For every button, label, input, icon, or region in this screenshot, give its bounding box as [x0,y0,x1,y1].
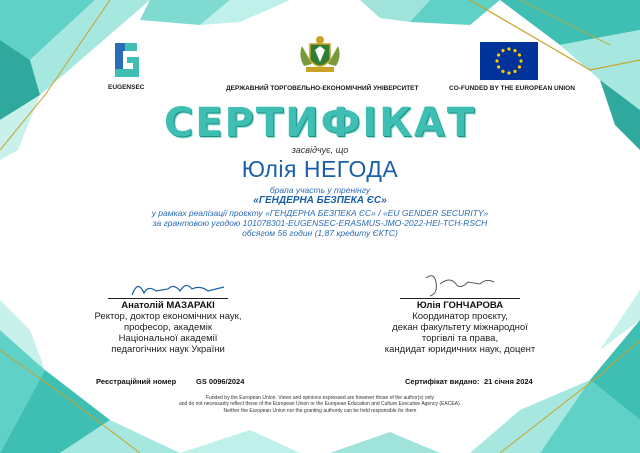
right-signer-role-4: кандидат юридичних наук, доцент [384,344,536,355]
disclaimer-line-3: Neither the European Union nor the granting authority can be held responsible for them [223,407,417,414]
left-signature-icon [128,277,228,299]
eugensec-label: EUGENSEC [108,84,145,91]
project-line: у рамках реалізації проєкту «ГЕНДЕРНА БЕЗПЕКА ЄС» / «EU GENDER SECURITY» [151,208,489,218]
eu-flag-icon [480,42,538,80]
left-signer-role-3: Національної академії [118,333,218,344]
right-signer-name: Юлія ГОНЧАРОВА [416,300,504,311]
eu-cofunded-label: CO-FUNDED BY THE EUROPEAN UNION [449,85,575,92]
left-signer-role-1: Ректор, доктор економічних наук, [94,311,242,322]
took-part-text: брала участь у тренінгу [269,185,371,195]
registration-label: Реєстраційний номер [96,377,177,386]
right-signature-icon [420,270,500,300]
registration-number: GS 0096/2024 [196,377,245,386]
volume-line: обсягом 56 годин (1,87 кредиту ЄКТС) [242,228,398,238]
left-signature-block [68,298,268,355]
right-signature-line [400,298,520,299]
university-label: ДЕРЖАВНИЙ ТОРГОВЕЛЬНО-ЕКОНОМІЧНИЙ УНІВЕРСИТЕТ [226,85,419,92]
issued-label: Сертифікат видано: [405,377,480,386]
disclaimer-line-2: and do not necessarily reflect those of the European Union or the European Education and Culture Executive Agency (EACEA). [178,401,462,408]
left-signer-role-2: професор, академік [123,322,213,333]
right-signer-role-2: декан факультету міжнародної [392,322,528,333]
university-crest-icon [298,34,342,76]
right-signer-role-3: торгівлі та права, [421,333,499,344]
disclaimer-line-1: Funded by the European Union. Views and opinions expressed are however those of the author(s) only [205,395,435,401]
certificate-title: СЕРТИФІКАТ [163,100,477,146]
left-signer-name: Анатолій МАЗАРАКІ [121,300,215,311]
grant-line: за грантовою угодою 101078301-EUGENSEC-ERASMUS-JMO-2022-HEI-TCH-RSCH [152,218,488,228]
training-name: «ГЕНДЕРНА БЕЗПЕКА ЄС» [253,195,387,206]
eu-disclaimer [0,395,640,414]
eugensec-logo-icon [111,41,141,79]
recipient-name: Юлія НЕГОДА [241,156,399,182]
left-signer-role-4: педагогічних наук України [111,344,225,355]
right-signature-block [360,298,560,355]
certifies-text: засвідчує, що [291,145,349,155]
issued-date: 21 січня 2024 [484,377,533,386]
left-signature-line [108,298,228,299]
right-signer-role-1: Координатор проєкту, [412,311,508,322]
